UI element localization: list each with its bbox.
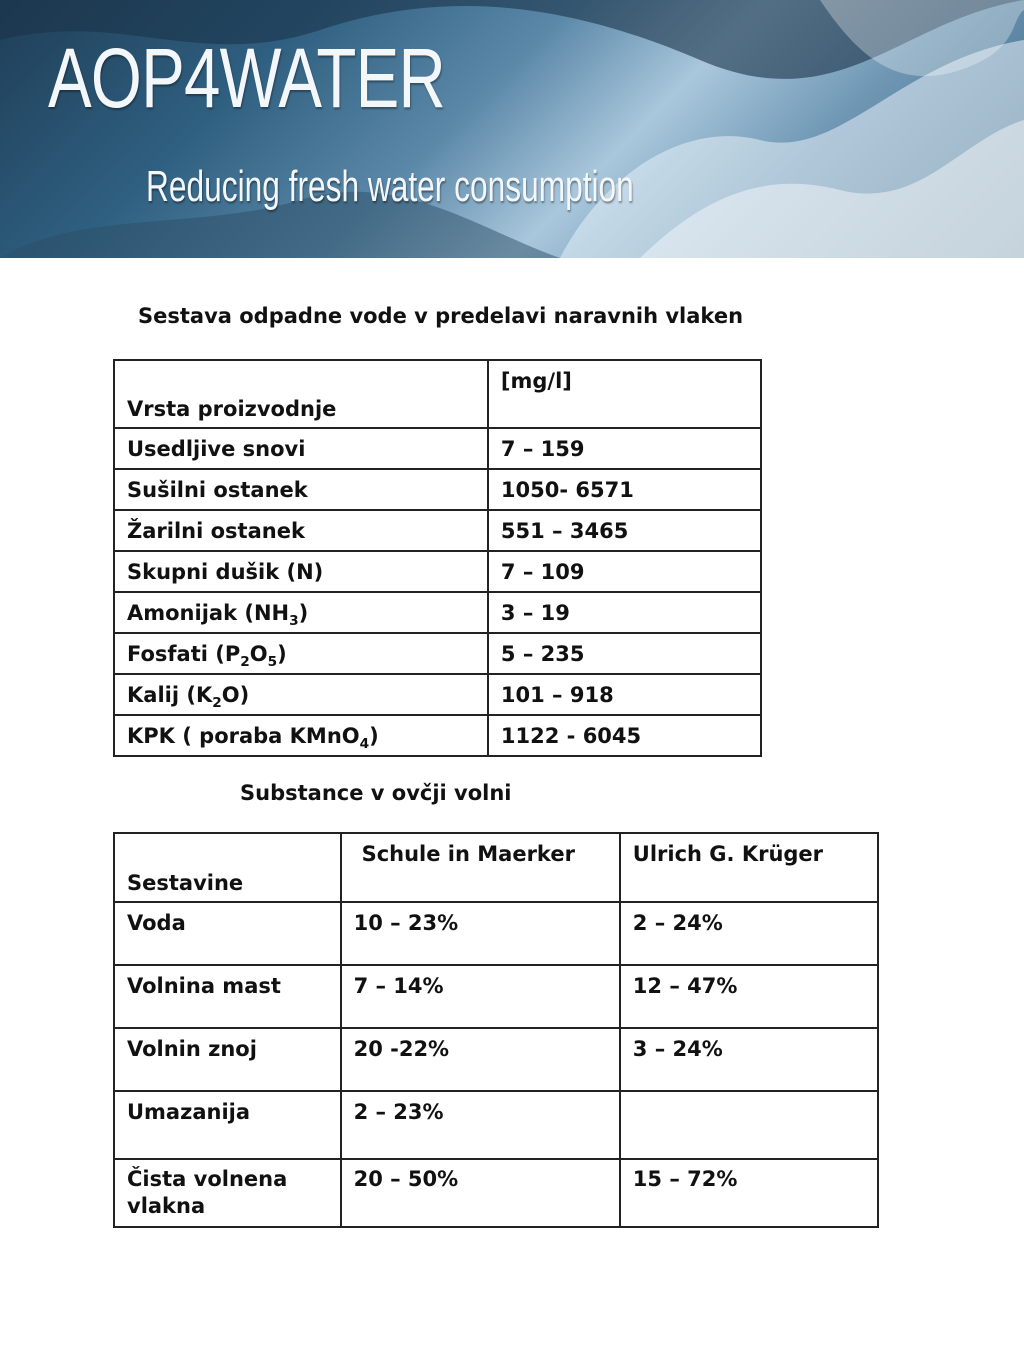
row-value: 5 – 235 (488, 633, 761, 674)
row-value: 551 – 3465 (488, 510, 761, 551)
row-value: 3 – 19 (488, 592, 761, 633)
table-row (114, 510, 761, 551)
header-cell-production-type: Vrsta proizvodnje (114, 360, 488, 428)
brand-logo-text: AOP4WATER (48, 31, 446, 125)
row-value: 1050- 6571 (488, 469, 761, 510)
row-label: Umazanija (114, 1091, 341, 1159)
wool-substances-table (113, 832, 879, 1228)
row-value: 7 – 109 (488, 551, 761, 592)
row-label: Volnina mast (114, 965, 341, 1028)
row-value-kruger: 12 – 47% (620, 965, 878, 1028)
row-label: Skupni dušik (N) (114, 551, 488, 592)
row-label: Sušilni ostanek (114, 469, 488, 510)
row-label: Volnin znoj (114, 1028, 341, 1091)
wastewater-composition-table (113, 359, 762, 757)
row-value-schule: 2 – 23% (341, 1091, 620, 1159)
table-row (114, 633, 761, 674)
table-row (114, 1028, 878, 1091)
brand-tagline: Reducing fresh water consumption (146, 162, 634, 211)
table-row (114, 469, 761, 510)
row-label: Usedljive snovi (114, 428, 488, 469)
header-cell-components: Sestavine (114, 833, 341, 902)
header-cell-unit: [mg/l] (488, 360, 761, 428)
row-label: Čista volnena vlakna (114, 1159, 341, 1227)
table-row (114, 902, 878, 965)
table-row (114, 965, 878, 1028)
header-banner (0, 0, 1024, 258)
row-value-schule: 20 – 50% (341, 1159, 620, 1227)
row-value-schule: 7 – 14% (341, 965, 620, 1028)
row-value-schule: 10 – 23% (341, 902, 620, 965)
row-value: 1122 - 6045 (488, 715, 761, 756)
row-value: 101 – 918 (488, 674, 761, 715)
table-row (114, 551, 761, 592)
row-value-kruger: 2 – 24% (620, 902, 878, 965)
row-label: KPK ( poraba KMnO$_4$) (114, 715, 488, 756)
table-header-row (114, 360, 761, 428)
row-value-kruger (620, 1091, 878, 1159)
table-row (114, 715, 761, 756)
table-row (114, 1091, 878, 1159)
table-row (114, 428, 761, 469)
header-cell-schule-maerker: Schule in Maerker (341, 833, 620, 902)
table-row (114, 592, 761, 633)
table-row (114, 1159, 878, 1227)
table2-title: Substance v ovčji volni (240, 781, 512, 805)
row-value: 7 – 159 (488, 428, 761, 469)
row-label: Amonijak $(NH_3)$ (114, 592, 488, 633)
row-value-kruger: 15 – 72% (620, 1159, 878, 1227)
row-label: Voda (114, 902, 341, 965)
row-value-kruger: 3 – 24% (620, 1028, 878, 1091)
header-cell-ulrich-kruger: Ulrich G. Krüger (620, 833, 878, 902)
row-label: Kalij $(K_2O)$ (114, 674, 488, 715)
row-value-schule: 20 -22% (341, 1028, 620, 1091)
row-label: Fosfati $(P_2O_5)$ (114, 633, 488, 674)
row-label: Žarilni ostanek (114, 510, 488, 551)
table-row (114, 674, 761, 715)
table-header-row (114, 833, 878, 902)
table1-title: Sestava odpadne vode v predelavi naravnih vlaken (138, 304, 744, 328)
